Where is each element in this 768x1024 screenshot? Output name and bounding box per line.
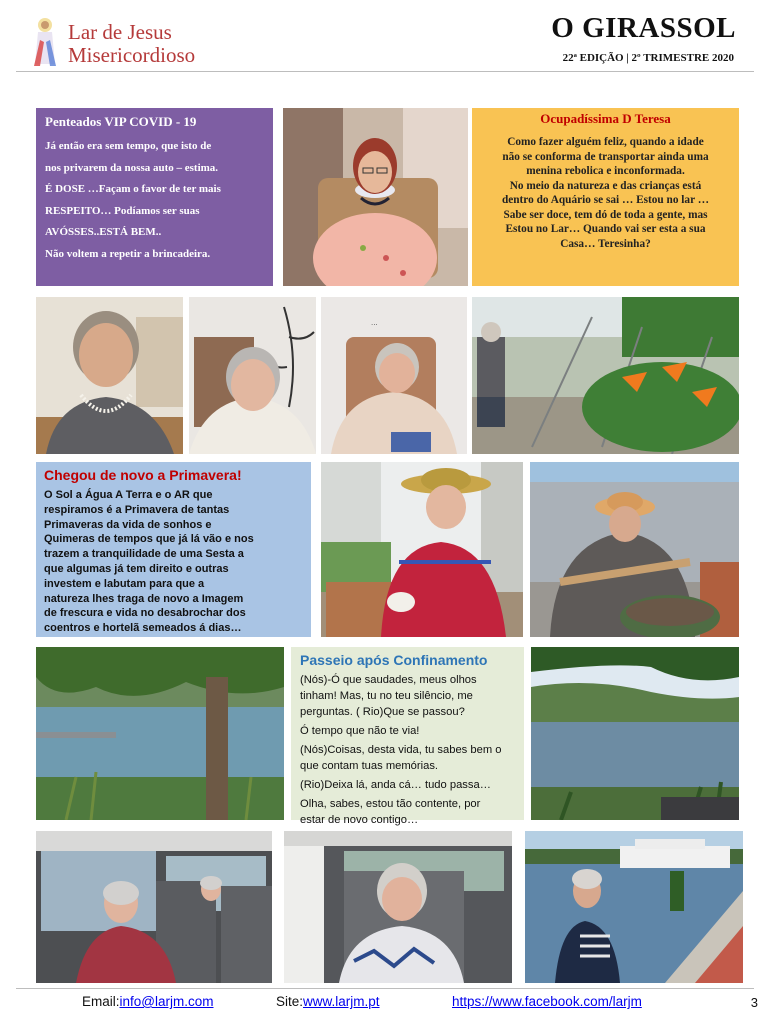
primavera-line: Quimeras de tempos que já lá vão e nos xyxy=(44,533,254,546)
penteados-line: É DOSE …Façam o favor de ter mais xyxy=(45,183,221,195)
passeio-paragraph xyxy=(300,742,515,774)
passeio-line: perguntas. ( Rio)Que se passou? xyxy=(300,706,465,718)
photo-lady-sun-hat xyxy=(530,462,739,637)
email-label: Email: xyxy=(82,994,120,1009)
logo-figure-icon xyxy=(30,18,60,68)
org-name-line2: Misericordioso xyxy=(68,43,196,67)
photo-lady-pearls xyxy=(36,297,183,454)
photo-lady-red-hair xyxy=(283,108,468,286)
site-label: Site: xyxy=(276,994,304,1009)
email-link[interactable]: info@larjm.com xyxy=(119,994,214,1009)
primavera-line: Primaveras da vida de sonhos e xyxy=(44,518,212,531)
primavera-line: coentros e hortelã semeados á dias… xyxy=(44,622,242,635)
site-link[interactable]: www.larjm.pt xyxy=(303,994,380,1009)
primavera-box xyxy=(36,462,311,637)
passeio-line: (Nós)-Ó que saudades, meus olhos xyxy=(300,674,477,686)
teresa-line: menina rebolica e inconformada. xyxy=(526,165,685,177)
primavera-line: respiramos é a Primavera de tantas xyxy=(44,503,230,516)
passeio-line: (Nós)Coisas, desta vida, tu sabes bem o xyxy=(300,744,502,756)
facebook-link[interactable]: https://www.facebook.com/larjm xyxy=(452,994,642,1009)
teresa-line: Sabe ser doce, tem dó de toda a gente, mas xyxy=(503,208,708,221)
header-divider xyxy=(16,71,754,72)
passeio-line: tinham! Mas, tu no teu silêncio, me xyxy=(300,690,473,702)
photo-lady-garden xyxy=(472,297,739,454)
passeio-line: que contam tuas memórias. xyxy=(300,760,439,772)
primavera-line: que algumas já tem direito e outras xyxy=(44,562,229,575)
teresa-line: não se conforma de transportar ainda uma xyxy=(502,150,709,163)
passeio-paragraph xyxy=(300,672,515,720)
footer-facebook xyxy=(452,994,642,1009)
penteados-title: Penteados VIP COVID - 19 xyxy=(45,114,197,129)
penteados-line: Já então era sem tempo, que isto de xyxy=(45,140,212,152)
primavera-line: natureza lhes traga de novo a Imagem xyxy=(44,592,244,605)
teresa-title: Ocupadíssima D Teresa xyxy=(540,111,671,126)
passeio-line: Olha, sabes, estou tão contente, por xyxy=(300,798,481,810)
teresa-line: Como fazer alguém feliz, quando a idade xyxy=(507,136,704,148)
primavera-title: Chegou de novo a Primavera! xyxy=(44,467,242,483)
primavera-line: investem e labutam para que a xyxy=(44,577,205,590)
svg-text:...: ... xyxy=(371,318,378,327)
passeio-title: Passeio após Confinamento xyxy=(300,652,488,668)
teresa-box xyxy=(472,108,739,286)
photo-van-interior-1 xyxy=(36,831,272,983)
passeio-paragraph xyxy=(300,796,515,828)
footer-divider xyxy=(16,988,754,989)
footer-site xyxy=(276,994,380,1009)
passeio-line: estar de novo contigo… xyxy=(300,814,419,826)
footer-email xyxy=(82,994,214,1009)
org-name-line1: Lar de Jesus xyxy=(68,20,172,44)
penteados-line: nos privarem da nossa auto – estima. xyxy=(45,161,219,174)
newsletter-title: O GIRASSOL xyxy=(551,12,736,44)
primavera-line: O Sol a Água A Terra e o AR que xyxy=(44,489,213,501)
teresa-line: Casa… Teresinha? xyxy=(560,237,651,250)
edition-info: 22ª EDIÇÃO | 2º TRIMESTRE 2020 xyxy=(562,52,734,64)
passeio-line: (Rio)Deixa lá, anda cá… tudo passa… xyxy=(300,779,491,791)
passeio-line: Ó tempo que não te via! xyxy=(300,725,420,737)
photo-river-view xyxy=(531,647,739,820)
passeio-paragraph xyxy=(300,723,515,739)
photo-van-interior-2 xyxy=(284,831,512,983)
passeio-box xyxy=(291,647,524,826)
penteados-line: AVÓSSES..ESTÁ BEM.. xyxy=(45,226,162,238)
teresa-line: Estou no Lar… Quando vai ser esta a sua xyxy=(505,223,706,235)
primavera-line: trazem a tranquilidade de uma Sesta a xyxy=(44,548,244,561)
photo-lady-armchair xyxy=(321,297,467,454)
page-number: 3 xyxy=(750,995,758,1010)
photo-river-tree xyxy=(36,647,284,820)
photo-riverside-walk xyxy=(525,831,743,983)
passeio-paragraph xyxy=(300,777,515,793)
penteados-box xyxy=(36,108,273,286)
primavera-line: de frescura e vida no desabrochar dos xyxy=(44,607,246,620)
penteados-line: RESPEITO… Podíamos ser suas xyxy=(45,204,200,217)
photo-lady-straw-hat xyxy=(321,462,523,637)
teresa-line: No meio da natureza e das crianças está xyxy=(509,179,702,192)
penteados-line: Não voltem a repetir a brincadeira. xyxy=(45,247,211,260)
teresa-line: dentro do Aquário se sai … Estou no lar … xyxy=(501,194,710,206)
photo-lady-cardigan xyxy=(189,297,316,454)
